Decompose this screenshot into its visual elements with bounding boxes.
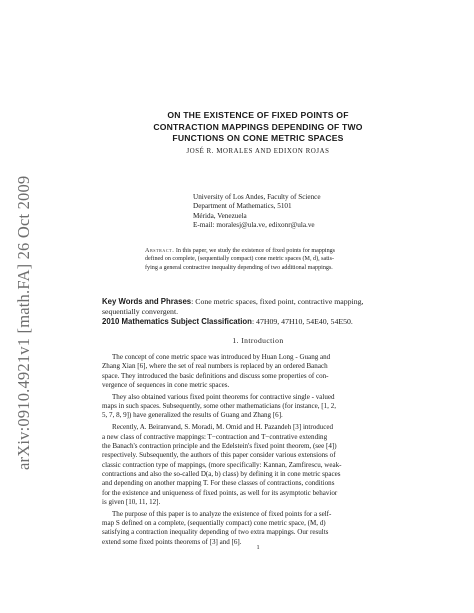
text-line: and depending on another mapping T. For these classes of contractions, conditions	[102, 479, 335, 488]
text-line: for the existence and uniqueness of fixed points, as well for its asymptotic behavior	[102, 488, 338, 497]
affiliation	[193, 193, 321, 231]
text-line: Recently, A. Beiranvand, S. Moradi, M. Omid and H. Pazandeh [3] introduced	[112, 423, 334, 432]
text-line: 5, 7, 8, 9]) have generalized the results of Guang and Zhang [6].	[102, 411, 283, 420]
paper-title	[88, 110, 428, 145]
keywords-label: Key Words and Phrases	[102, 297, 192, 306]
paragraph	[102, 353, 342, 390]
title-line: CONTRACTION MAPPINGS DEPENDING OF TWO	[153, 121, 363, 132]
affiliation-line: Department of Mathematics, 5101	[193, 202, 292, 211]
abstract-line: fying a general contractive inequality depending of two additional mappings.	[145, 264, 333, 271]
text-line: is given [10, 11, 12].	[102, 497, 161, 506]
abstract-text: In this paper, we study the existence of fixed points for mappings	[175, 248, 336, 254]
text-line: Zhang Xian [6], where the set of real numbers is replaced by an ordered Banach	[102, 362, 328, 371]
abstract-line: defined on complete, (sequentially compact) cone metric spaces (M, d), satis-	[145, 256, 335, 263]
abstract-line	[145, 247, 375, 255]
affiliation-line: E-mail: moralesj@ula.ve, edixonr@ula.ve	[193, 221, 315, 230]
introduction-body	[102, 353, 342, 547]
text-line: map S defined on a complete, (sequentially compact) cone metric space, (M, d)	[102, 519, 326, 528]
arxiv-identifier-stamp: arXiv:0910.4921v1 [math.FA] 26 Oct 2009	[14, 175, 33, 470]
affiliation-line: Mérida, Venezuela	[193, 211, 247, 220]
paragraph	[102, 510, 342, 547]
paragraph	[102, 393, 342, 421]
paragraph	[102, 423, 342, 507]
msc-label: 2010 Mathematics Subject Classification	[102, 317, 252, 326]
text-line: satisfying a contraction inequality depending of two extra mappings. Our results	[102, 528, 329, 537]
affiliation-line: University of Los Andes, Faculty of Science	[193, 193, 321, 201]
text-line: a new class of contractive mappings: T−contraction and T−contrative extending	[102, 432, 328, 441]
text-line: The concept of cone metric space was introduced by Huan Long - Guang and	[112, 353, 331, 361]
section-heading: 1. Introduction	[232, 336, 284, 345]
text-line: classic contraction type of mappings, (more specifically: Kannan, Zamfirescu, weak-	[102, 460, 342, 469]
keywords-line	[102, 297, 363, 307]
text-line: vergence of sequences in cone metric spaces.	[102, 381, 230, 390]
text-line: The purpose of this paper is to analyze the existence of fixed points for a self-	[112, 509, 332, 518]
msc-line	[102, 317, 363, 327]
text-line: the Banach's contraction principle and the Edelstein's fixed point theorem, (see [4])	[102, 441, 337, 450]
text-line: contractions and also the so-called D(a, b) class) by defining it in cone metric spaces	[102, 469, 341, 478]
title-line: FUNCTIONS ON CONE METRIC SPACES	[172, 133, 344, 143]
text-line: respectively. Subsequently, the authors of this paper consider various extensions of	[102, 451, 336, 460]
text-line: They also obtained various fixed point theorems for contractive single - valued	[112, 392, 335, 401]
authors: JOSÉ R. MORALES AND EDIXON ROJAS	[186, 148, 330, 155]
abstract	[145, 247, 375, 272]
text-line: maps in such spaces. Subsequently, some other mathematicians (for instance, [1, 2,	[102, 402, 336, 411]
keywords-block	[102, 297, 363, 327]
page-number: 1	[256, 544, 260, 551]
title-line: ON THE EXISTENCE OF FIXED POINTS OF	[167, 110, 349, 120]
keywords-continuation: sequentially convergent.	[102, 307, 179, 316]
msc-text: : 47H09, 47H10, 54E40, 54E50.	[251, 317, 353, 326]
text-line: space. They introduced the basic definitions and discuss some properties of con-	[102, 371, 329, 380]
text-line: extend some fixed points theorems of [3] and [6].	[102, 537, 242, 546]
abstract-label: Abstract.	[145, 248, 175, 254]
keywords-text: : Cone metric spaces, fixed point, contractive mapping,	[191, 297, 364, 306]
